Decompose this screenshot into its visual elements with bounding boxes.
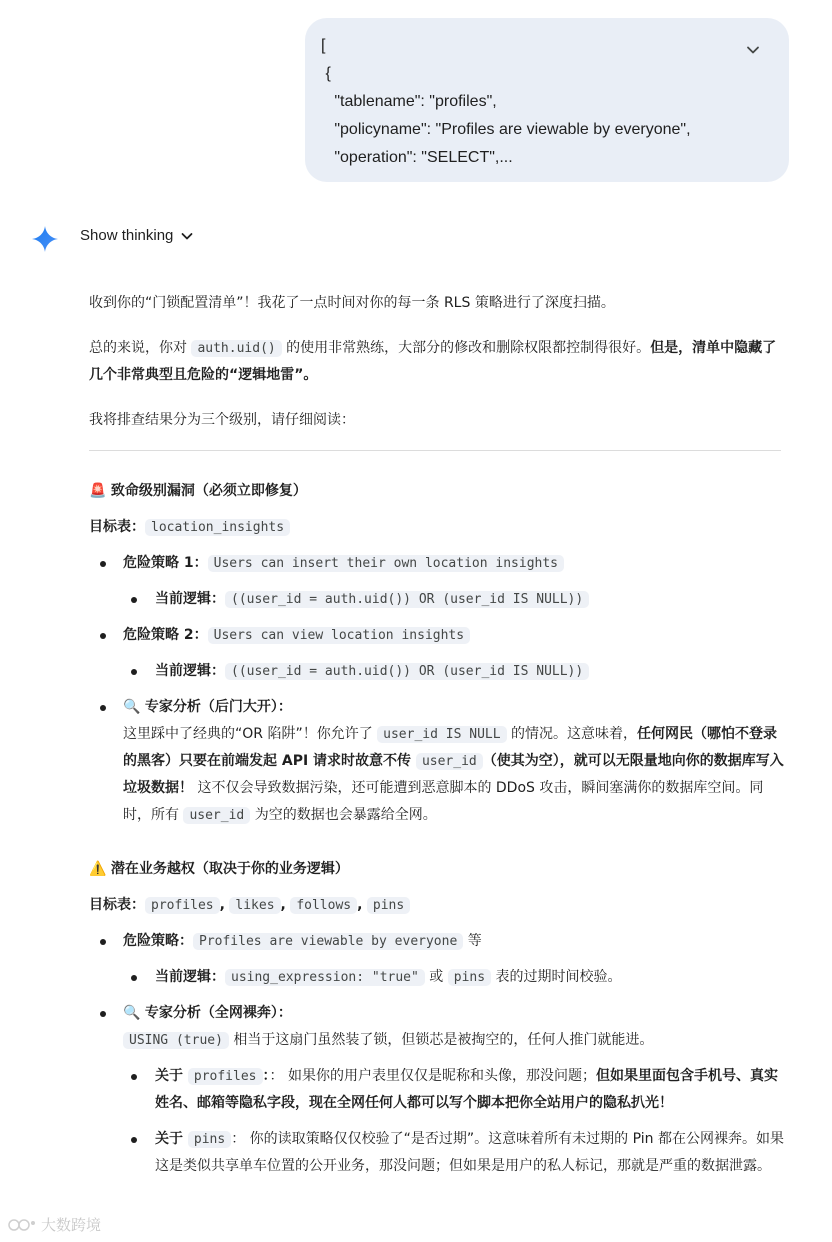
text: 这不仅会导致数据污染，还可能遭到恶意脚本的 DDoS 攻击，瞬间塞满你的数据库空间。同时，所有 <box>123 780 764 823</box>
inline-code: user_id <box>416 753 483 770</box>
inline-code: user_id IS NULL <box>377 726 506 743</box>
list-item <box>89 928 789 955</box>
text: ： 如果你的用户表里仅仅是昵称和头像，那没问题； <box>269 1068 596 1084</box>
inline-code: likes <box>229 897 280 914</box>
separator: , <box>357 897 363 913</box>
text: 的使用非常熟练，大部分的修改和删除权限都控制得很好。 <box>281 340 651 356</box>
siren-icon: 🚨 <box>89 483 107 499</box>
inline-code: auth.uid() <box>191 340 281 357</box>
target-table-line <box>89 892 789 919</box>
show-thinking-toggle[interactable] <box>80 227 195 244</box>
section-heading-critical <box>89 478 789 505</box>
list-item: 关于 profiles ：： 如果你的用户表里仅仅是昵称和头像，那没问题；但如果里面包含手机号、真实姓名、邮箱等隐私字段，现在全网任何人都可以写个脚本把你全站用户的隐私扒光！ <box>89 1063 789 1117</box>
list-item <box>89 1126 789 1180</box>
inline-code: using_expression: "true" <box>225 969 425 986</box>
bold-text: 专家分析（后门大开）： <box>144 699 292 715</box>
bold-text: （使其为空），就可以无限量地向你的数据库写入垃圾数据！ <box>123 753 784 796</box>
bold-text: 当前逻辑： <box>155 969 225 985</box>
text: 相当于这扇门虽然装了锁，但锁芯是被掏空的，任何人推门就能进。 <box>228 1032 654 1048</box>
show-thinking-label: Show thinking <box>80 227 174 244</box>
user-message-bubble <box>305 18 789 182</box>
response-levels-note: 我将排查结果分为三个级别，请仔细阅读： <box>89 412 355 428</box>
inline-code: Profiles are viewable by everyone <box>193 933 463 950</box>
text: 的情况。这意味着， <box>506 726 638 742</box>
list-item <box>89 658 789 685</box>
bold-text: 关于 <box>155 1131 188 1147</box>
text: ： 你的读取策略仅仅校验了“是否过期”。这意味着所有未过期的 Pin 都在公网裸奔。如果这是类似共享单车位置的公开业务，那没问题；但如果是用户的私人标记，那就是严重的数据泄露。 <box>155 1131 784 1174</box>
list-item <box>89 1000 789 1054</box>
inline-code: profiles <box>145 897 220 914</box>
inline-code: profiles <box>188 1068 263 1085</box>
bold-text: 任何网民（哪怕不登录的黑客）只要在前端发起 API 请求时故意不传 <box>123 726 778 769</box>
inline-code: USING (true) <box>123 1032 229 1049</box>
list-item <box>89 694 789 829</box>
section-heading-warning <box>89 856 789 883</box>
text: 总的来说，你对 <box>89 340 192 356</box>
list-item <box>89 964 789 991</box>
watermark-logo-icon <box>8 1217 38 1233</box>
chevron-down-icon[interactable] <box>743 40 763 60</box>
target-label: 目标表： <box>89 519 145 535</box>
response-content <box>89 290 789 1180</box>
inline-code: pins <box>188 1131 231 1148</box>
inline-code: Users can view location insights <box>208 627 470 644</box>
bold-text: 危险策略： <box>123 933 193 949</box>
inline-code: Users can insert their own location insights <box>208 555 564 572</box>
response-intro: 收到你的“门锁配置清单”！我花了一点时间对你的每一条 RLS 策略进行了深度扫描。 <box>89 295 615 311</box>
warning-icon: ⚠️ <box>89 861 107 877</box>
target-table-line <box>89 514 789 541</box>
divider <box>89 450 781 451</box>
watermark <box>8 1214 101 1235</box>
bold-text: 当前逻辑： <box>155 591 225 607</box>
text: 或 <box>424 969 448 985</box>
critical-list <box>89 550 789 829</box>
response-summary <box>89 335 789 389</box>
bold-text: 危险策略 1： <box>123 555 208 571</box>
chevron-down-icon <box>179 228 195 244</box>
heading-text: 潜在业务越权（取决于你的业务逻辑） <box>110 861 349 877</box>
inline-code: pins <box>367 897 410 914</box>
list-item <box>89 586 789 613</box>
user-message-line: "operation": "SELECT",... <box>321 149 513 166</box>
bold-text: 危险策略 2： <box>123 627 208 643</box>
bold-text: 专家分析（全网裸奔）： <box>144 1005 292 1021</box>
user-message-line: [ <box>321 37 326 54</box>
magnifier-icon: 🔍 <box>123 1005 141 1021</box>
text: 这里踩中了经典的“OR 陷阱”！你允许了 <box>123 726 378 742</box>
bold-text: 但是，清单中隐藏了几个非常典型且危险的“逻辑地雷”。 <box>89 340 777 383</box>
bold-text: 但如果里面包含手机号、真实姓名、邮箱等隐私字段，现在全网任何人都可以写个脚本把你全站用户的隐私扒光！ <box>155 1068 778 1111</box>
list-item <box>89 622 789 649</box>
inline-code: ((user_id = auth.uid()) OR (user_id IS NULL)) <box>225 591 589 608</box>
inline-code: location_insights <box>145 519 290 536</box>
inline-code: user_id <box>183 807 250 824</box>
text: 等 <box>463 933 482 949</box>
separator: , <box>280 897 286 913</box>
bold-text: 当前逻辑： <box>155 663 225 679</box>
warning-list <box>89 928 789 1180</box>
user-message-line: { <box>321 65 331 82</box>
watermark-text: 大数跨境 <box>41 1217 102 1234</box>
target-label: 目标表： <box>89 897 145 913</box>
magnifier-icon: 🔍 <box>123 699 141 715</box>
gemini-spark-icon <box>32 226 58 252</box>
bold-text: 关于 <box>155 1068 188 1084</box>
user-message-line: "tablename": "profiles", <box>321 93 497 110</box>
text: 表的过期时间校验。 <box>491 969 622 985</box>
inline-code: ((user_id = auth.uid()) OR (user_id IS NULL)) <box>225 663 589 680</box>
separator: , <box>219 897 225 913</box>
list-item <box>89 550 789 577</box>
user-message-line: "policyname": "Profiles are viewable by everyone", <box>321 121 691 138</box>
inline-code: follows <box>290 897 357 914</box>
heading-text: 致命级别漏洞（必须立即修复） <box>110 483 307 499</box>
text: 为空的数据也会暴露给全网。 <box>250 807 437 823</box>
inline-code: pins <box>448 969 491 986</box>
